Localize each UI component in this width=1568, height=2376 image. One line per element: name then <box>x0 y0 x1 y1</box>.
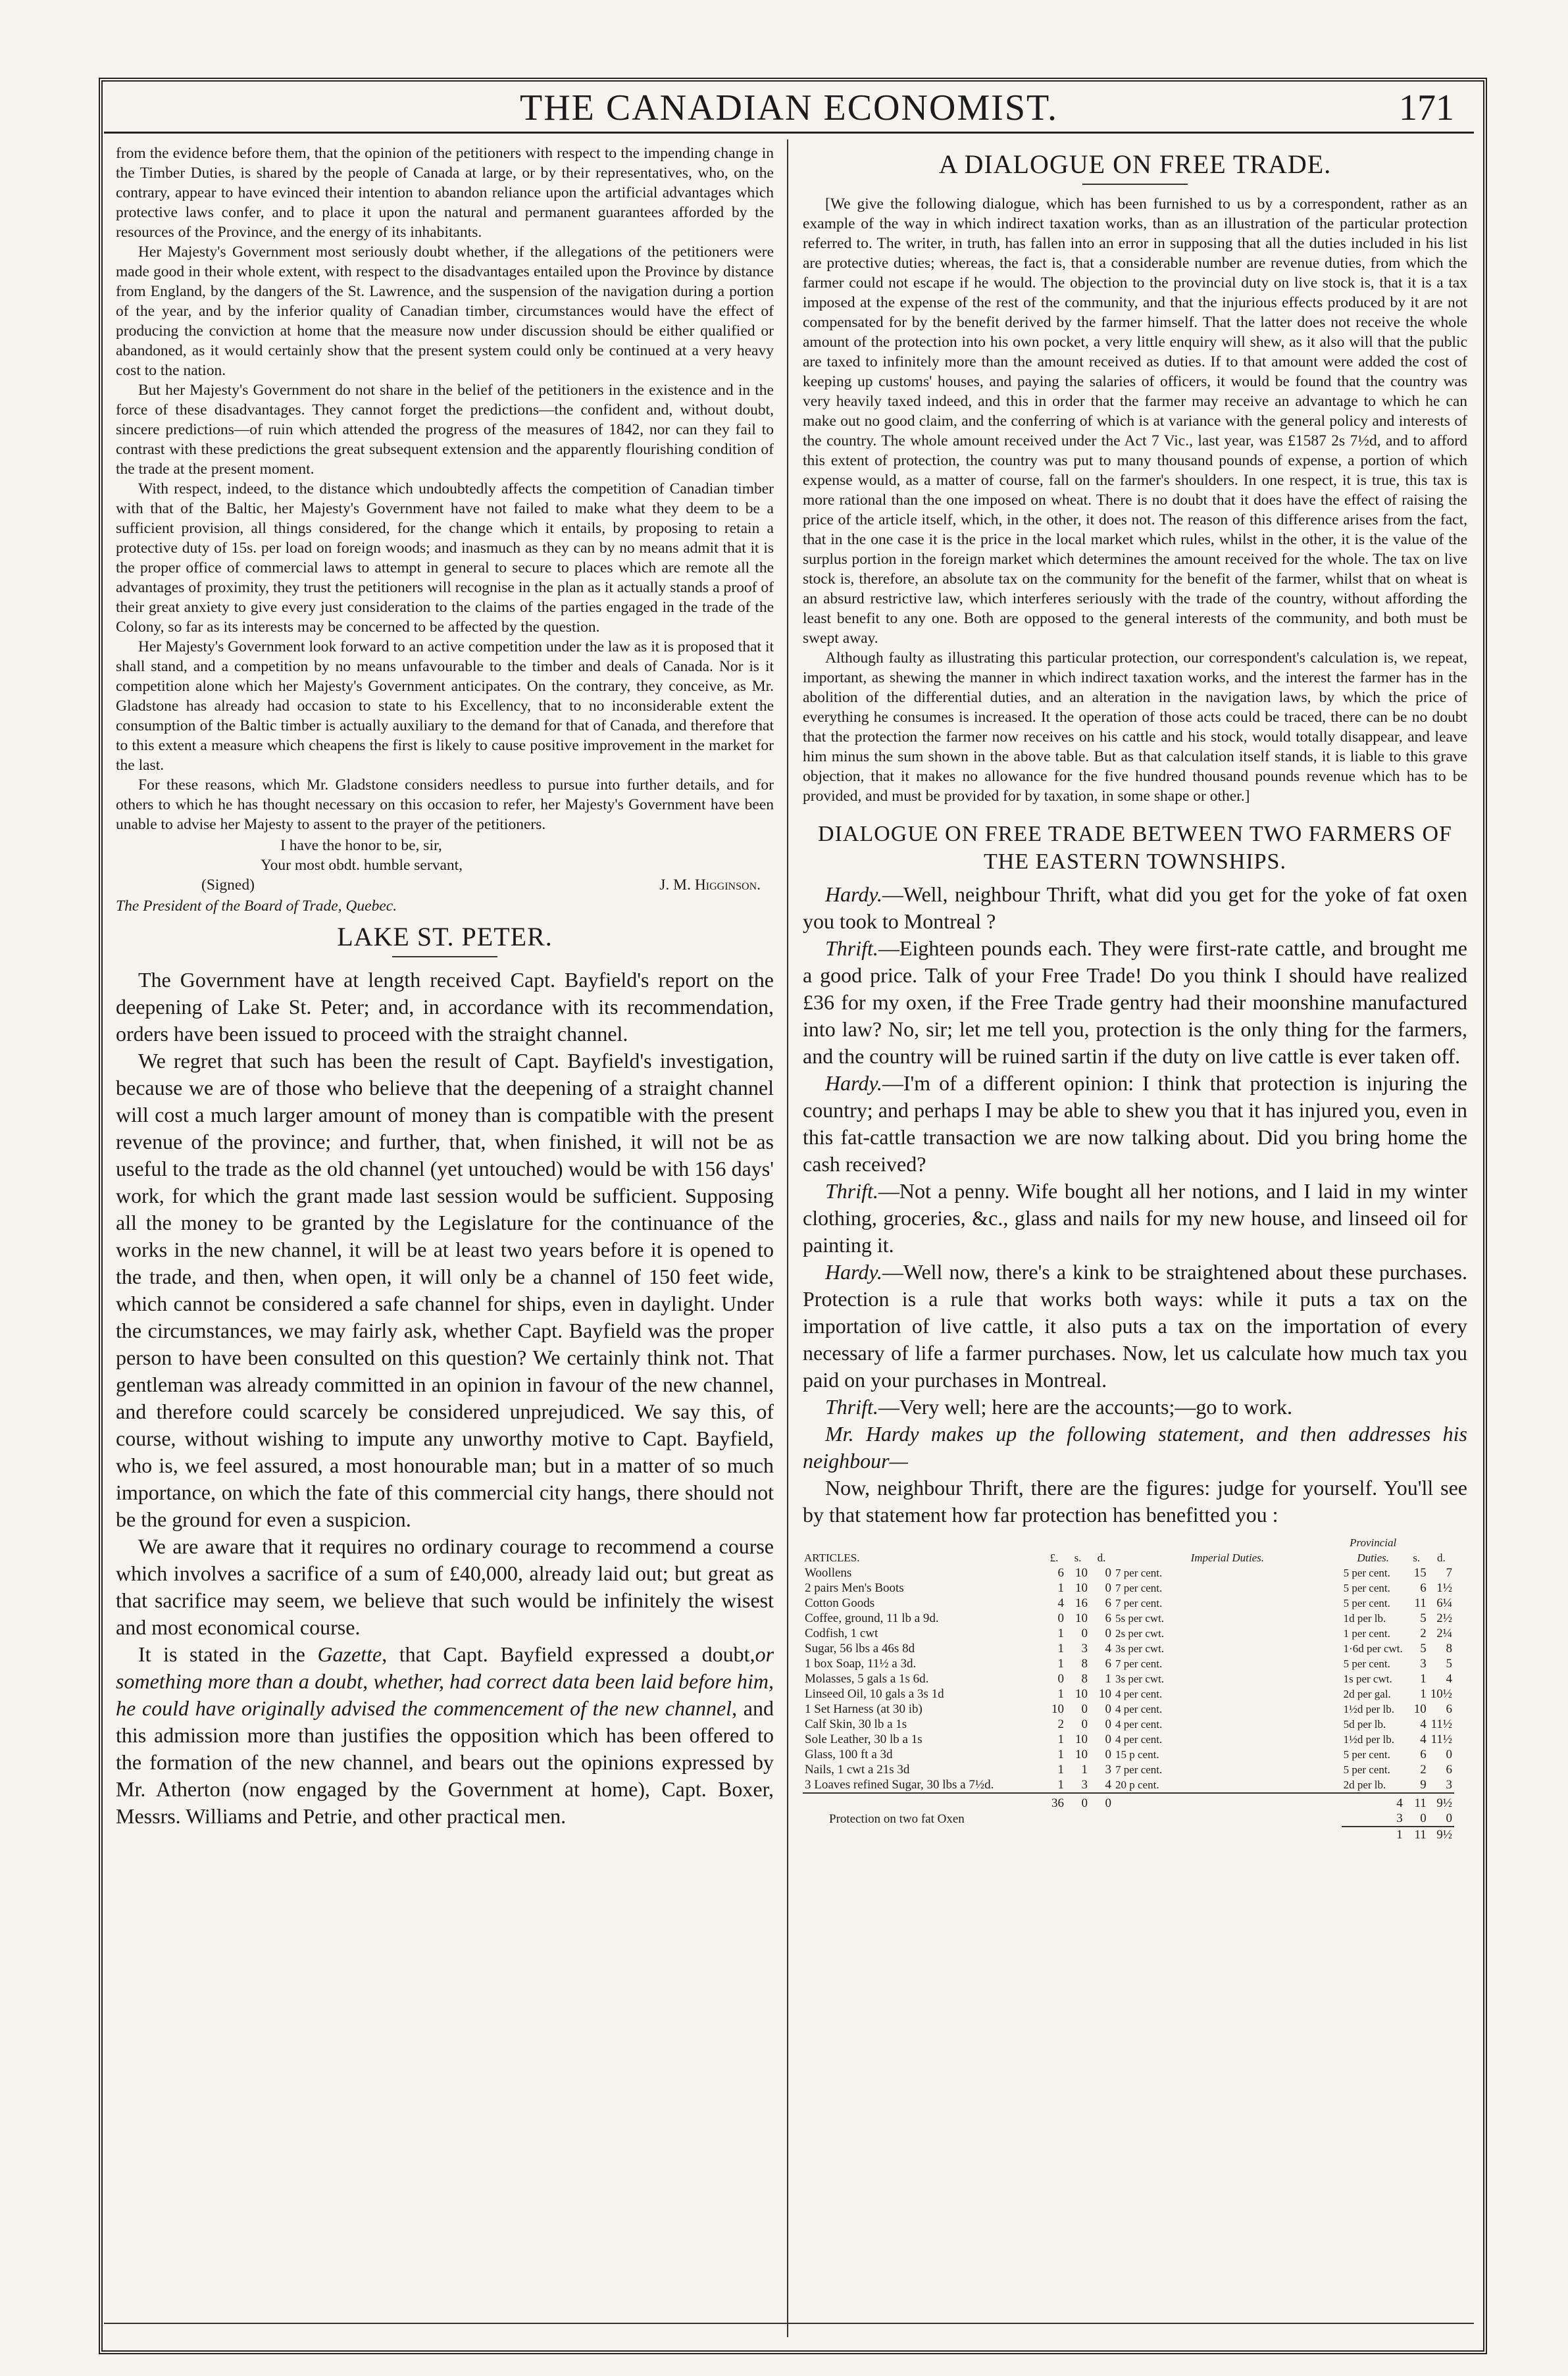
tax-pence: 11½ <box>1430 1732 1452 1746</box>
cost-shillings: 3 <box>1081 1642 1088 1656</box>
cost-pence: 0 <box>1105 1627 1111 1640</box>
tax-pence: 5 <box>1446 1657 1452 1671</box>
cost-pence: 0 <box>1105 1748 1111 1761</box>
sum-shillings: 0 <box>1066 1793 1090 1811</box>
running-head <box>104 84 1474 130</box>
article-name: Cotton Goods <box>805 1596 875 1610</box>
tax-shillings: 1 <box>1420 1687 1427 1701</box>
letter-paragraph: Her Majesty's Government most seriously doubt whether, if the allegations of the petitioners were made good in their whole extent, with respect to the disadvantages entailed upon the Province by distance from England, by the dangers of the St. Lawrence, and the suspension of the navigation during a portion of the year, and by the inferior quality of Canadian timber, circumstances would have the effect of producing the conviction at home that the measure now under discussion should be either qualified or abandoned, as it would certainly show that the present system could only be continued at a very heavy cost to the nation. <box>116 243 774 379</box>
cost-pence: 6 <box>1105 1611 1111 1625</box>
dialogue-line <box>803 1394 1467 1421</box>
cost-pence: 6 <box>1105 1596 1111 1610</box>
cost-pounds: 1 <box>1057 1778 1064 1792</box>
title-rule <box>1082 184 1188 185</box>
oxen-pence: 0 <box>1446 1811 1452 1825</box>
imperial-duty: 15 p cent. <box>1115 1748 1159 1761</box>
article-name: Linseed Oil, 10 gals a 3s 1d <box>805 1687 944 1701</box>
table-row <box>803 1656 1454 1671</box>
net-pence: 9½ <box>1429 1827 1454 1842</box>
page-number: 171 <box>1399 88 1454 128</box>
cost-pounds: 4 <box>1057 1596 1064 1610</box>
provincial-duty: 1s per cwt. <box>1343 1673 1392 1685</box>
article-name: Woollens <box>805 1566 852 1580</box>
lake-paragraph: We regret that such has been the result of Capt. Bayfield's investigation, because we are of those who believe that the deepening of a straight channel will cost a much larger amount of money than is compatible with the present revenue of the province; and further, that, when finished, it will not be as useful to the trade as the old channel (yet untouched) would be with 156 days' work, for which the grant made last session would be sufficient. Supposing all the money to be granted by the Legislature for the continuance of the works in the new channel, it will be at least two years before it is opened to the trade, and then, when open, it will only be a channel of 150 feet wide, which cannot be considered a safe channel for ships, even in daylight. Under the circumstances, we may fairly ask, whether Capt. Bayfield was the proper person to have been consulted on this question? We certainly think not. That gentleman was already committed in an opinion in favour of the new channel, and therefore could scarcely be considered unprejudiced. We say this, of course, without wishing to impute any unworthy motive to Capt. Bayfield, who is, we feel assured, a most honourable man; but in a matter of so much importance, on which the fate of this commercial city hangs, there should not be the ground for even a suspicion. <box>116 1049 774 1531</box>
imperial-duty: 20 p cent. <box>1115 1779 1159 1791</box>
letter-paragraph: With respect, indeed, to the distance which undoubtedly affects the competition of Canadian timber with that of the Baltic, her Majesty's Government have not failed to make what they deem to be a sufficient provision, all things considered, for the change which it entails, by proposing to retain a protective duty of 15s. per load on foreign woods; and inasmuch as they can by no means admit that it is the proper office of commercial laws to attempt in general to secure to places which are remote all the advantages of proximity, they trust the petitioners will recognise in the plan as it actually stands a proof of their great anxiety to give every just consideration to the claims of the parties engaged in the trade of the Colony, so far as its interests may be concerned to be affected by the question. <box>116 480 774 636</box>
dialogue-text: —Eighteen pounds each. They were first-rate cattle, and brought me a good price. Talk of your Free Trade! Do you think I should have realized £36 for my oxen, if the Free Trade gentry had their moonshine manufactured into law? No, sir; let me tell you, protection is the only thing for the farmers, and the country will be ruined sartin if the duty on live cattle is ever taken off. <box>803 936 1467 1068</box>
provincial-duty: 5 per cent. <box>1343 1582 1390 1594</box>
table-row <box>803 1626 1454 1641</box>
cost-shillings: 10 <box>1075 1611 1088 1625</box>
table-row <box>803 1777 1454 1793</box>
speaker-name: Hardy. <box>825 882 882 906</box>
cost-shillings: 3 <box>1081 1778 1088 1792</box>
dialogue-line <box>803 1259 1467 1394</box>
cost-pounds: 1 <box>1057 1732 1064 1746</box>
cost-shillings: 10 <box>1075 1748 1088 1761</box>
cost-pence: 4 <box>1105 1778 1111 1792</box>
sum-pence: 0 <box>1090 1793 1113 1811</box>
quoted-admission: or something more than a doubt, whether, had correct data been laid before him, he could have originally advised the commencement of the new channel <box>116 1642 774 1720</box>
cost-pounds: 2 <box>1057 1717 1064 1731</box>
sum-spacer <box>803 1793 1042 1811</box>
letter-paragraph: For these reasons, which Mr. Gladstone considers needless to pursue into further details, and for others to which he has thought necessary on this occasion to refer, her Majesty's Government have been unable to advise her Majesty to assent to the prayer of the petitioners. <box>116 776 774 833</box>
gazette-title: Gazette <box>317 1642 382 1666</box>
tax-shillings: 10 <box>1413 1702 1427 1716</box>
tax-shillings: 6 <box>1420 1581 1427 1595</box>
net-spacer <box>803 1827 1342 1842</box>
dialogue-line <box>803 881 1467 935</box>
provincial-duty: 1 per cent. <box>1343 1627 1390 1640</box>
col-header-provincial: Provincial Duties. <box>1350 1536 1397 1564</box>
dialogue-text: —Not a penny. Wife bought all her notions, and I laid in my winter clothing, groceries, &c., glass and nails for my new house, and linseed oil for painting it. <box>803 1179 1467 1257</box>
speaker-name: Hardy. <box>825 1260 882 1284</box>
column-rule <box>787 139 788 2337</box>
letter-paragraph: But her Majesty's Government do not share in the belief of the petitioners in the existence and in the force of these disadvantages. They cannot forget the predictions—the confident and, without doubt, sincere predictions—of ruin which attended the progress of the measures of 1842, nor can they fail to contrast with these predictions the great subsequent extension and the apparently flourishing condition of the trade at the present moment. <box>116 382 774 478</box>
col-header-articles: ARTICLES. <box>804 1552 860 1564</box>
provincial-duty: 1½d per lb. <box>1343 1733 1395 1746</box>
dialogue-text: —I'm of a different opinion: I think that protection is injuring the country; and perhaps I may be able to shew you that it has injured you, even in this fat-cattle transaction we are now talking about. Did you bring home the cash received? <box>803 1071 1467 1176</box>
oxen-protection-label: Protection on two fat Oxen <box>829 1811 965 1826</box>
letter-paragraph: Her Majesty's Government look forward to an active competition under the law as it is proposed that it shall stand, and a competition by no means unfavourable to the timber and deals of Canada. Nor is it competition alone which her Majesty's Government anticipates. On the contrary, they conceive, as Mr. Gladstone has already had occasion to state to his Excellency, that to no inconsiderable extent the consumption of the Baltic timber is actually auxiliary to the demand for that of Canada, and therefore that to this extent a measure which cheapens the first is likely to cause positive improvement in the market for the last. <box>116 638 774 774</box>
text-run: It is stated in the <box>138 1642 318 1666</box>
tax-shillings: 5 <box>1420 1642 1427 1656</box>
imperial-duty: 7 per cent. <box>1115 1597 1163 1609</box>
col-header-imperial: Imperial Duties. <box>1190 1552 1264 1564</box>
tax-shillings: 2 <box>1420 1627 1427 1640</box>
dialogue-line <box>803 935 1467 1070</box>
cost-pounds: 1 <box>1057 1687 1064 1701</box>
tax-shillings: 3 <box>1420 1657 1427 1671</box>
imperial-duty: 4 per cent. <box>1115 1688 1163 1700</box>
tax-shillings: 9 <box>1420 1778 1427 1792</box>
tax-pence: 7 <box>1446 1566 1452 1580</box>
net-loss-row <box>803 1827 1454 1842</box>
table-row <box>803 1565 1454 1580</box>
table-row <box>803 1717 1454 1732</box>
sum-spacer <box>1113 1793 1342 1811</box>
article-name: Coffee, ground, 11 lb a 9d. <box>805 1611 939 1625</box>
table-row <box>803 1732 1454 1747</box>
article-name: Nails, 1 cwt a 21s 3d <box>805 1763 910 1777</box>
cost-pounds: 0 <box>1057 1672 1064 1686</box>
tax-pence: 0 <box>1446 1748 1452 1761</box>
masthead: THE CANADIAN ECONOMIST. <box>519 88 1059 128</box>
tax-pence: 6¼ <box>1436 1596 1452 1610</box>
signatory-name: J. M. Higginson. <box>659 876 761 894</box>
tax-shillings: 2 <box>1420 1763 1427 1777</box>
imperial-duty: 3s per cwt. <box>1115 1673 1165 1685</box>
imperial-duty: 3s per cwt. <box>1115 1642 1165 1655</box>
article-name: Sole Leather, 30 lb a 1s <box>805 1732 923 1746</box>
tax-pence: 3 <box>1446 1778 1452 1792</box>
provincial-duty: 5 per cent. <box>1343 1597 1390 1609</box>
imperial-duty: 7 per cent. <box>1115 1763 1163 1776</box>
letter-paragraph: from the evidence before them, that the opinion of the petitioners with respect to the impending change in the Timber Duties, is shared by the people of Canada at large, or by their representatives, who, on the contrary, appear to have evinced their intention to abandon reliance upon the artificial advantages which protective laws confer, and to place it upon the natural and permanent guarantees afforded by the resources of the Province, and the energy of its inhabitants. <box>116 145 774 241</box>
title-rule <box>392 956 497 957</box>
bottom-rule <box>104 2323 1474 2324</box>
table-row <box>803 1641 1454 1656</box>
left-column <box>116 143 774 2315</box>
article-name: Codfish, 1 cwt <box>805 1627 878 1640</box>
cost-pounds: 1 <box>1057 1748 1064 1761</box>
header-rule <box>104 132 1474 134</box>
cost-pounds: 1 <box>1057 1581 1064 1595</box>
provincial-duty: 1d per lb. <box>1343 1612 1386 1625</box>
cost-pounds: 1 <box>1057 1657 1064 1671</box>
cost-pence: 1 <box>1105 1672 1111 1686</box>
tax-pence: 11½ <box>1430 1717 1452 1731</box>
signature-row <box>116 875 774 895</box>
oxen-shillings: 0 <box>1420 1811 1427 1825</box>
tax-shillings: 1 <box>1420 1672 1427 1686</box>
imperial-duty: 7 per cent. <box>1115 1657 1163 1670</box>
letter-signoff <box>116 836 774 916</box>
editor-note-paragraph: Although faulty as illustrating this particular protection, our correspondent's calculation is, we repeat, important, as shewing the manner in which indirect taxation works, and the interest the farmer has in the abolition of the differential duties, and an alteration in the navigation laws, by which the price of everything he consumes is increased. It the operation of those acts could be traced, there can be no doubt that the protection the farmer now receives on his cattle and his stock, would totally disappear, and leave him minus the sum shown in the above table. But as that calculation itself stands, it is liable to this grave objection, that it makes no allowance for the five hundred thousand pounds revenue which has to be provided, and must be provided for by taxation, in some shape or other.] <box>803 649 1467 805</box>
article-name: Sugar, 56 lbs a 46s 8d <box>805 1642 915 1656</box>
imperial-duty: 2s per cwt. <box>1115 1627 1165 1640</box>
cost-shillings: 0 <box>1081 1717 1088 1731</box>
tax-pence: 6 <box>1446 1702 1452 1716</box>
cost-shillings: 8 <box>1081 1657 1088 1671</box>
accounts-table <box>803 1535 1454 1842</box>
cost-pounds: 6 <box>1057 1566 1064 1580</box>
dialogue-text: —Very well; here are the accounts;—go to work. <box>878 1395 1293 1419</box>
tax-pence: 2½ <box>1436 1611 1452 1625</box>
table-row <box>803 1580 1454 1596</box>
article-name: Calf Skin, 30 lb a 1s <box>805 1717 907 1731</box>
provincial-duty: 1½d per lb. <box>1343 1703 1395 1715</box>
imperial-duty: 5s per cwt. <box>1115 1612 1165 1625</box>
dialogue-text: —Well, neighbour Thrift, what did you get for the yoke of fat oxen you took to Montreal ? <box>803 882 1467 933</box>
tax-pence: 8 <box>1446 1642 1452 1656</box>
tax-pence: 4 <box>1446 1672 1452 1686</box>
right-column <box>803 143 1467 2315</box>
article-name: Glass, 100 ft a 3d <box>805 1748 893 1761</box>
text-run: , and this admission more than justifies the opposition which has been offered to the formation of the new channel, and bears out the opinions expressed by Mr. Atherton (now engaged by the Government at home), Capt. Boxer, Messrs. Williams and Petrie, and other practical men. <box>116 1696 774 1828</box>
article-name: 3 Loaves refined Sugar, 30 lbs a 7½d. <box>805 1778 994 1792</box>
table-row <box>803 1762 1454 1777</box>
cost-shillings: 16 <box>1075 1596 1088 1610</box>
lake-st-peter-title: LAKE ST. PETER. <box>337 922 553 951</box>
tax-total-pence: 9½ <box>1429 1793 1454 1811</box>
article-name: 1 Set Harness (at 30 ib) <box>805 1702 923 1716</box>
net-pounds: 1 <box>1342 1827 1405 1842</box>
addressee: The President of the Board of Trade, Quebec. <box>116 897 397 915</box>
article-name: 1 box Soap, 11½ a 3d. <box>805 1657 917 1671</box>
tax-shillings: 4 <box>1420 1732 1427 1746</box>
lake-article-body <box>116 967 774 1830</box>
lake-paragraph: The Government have at length received Capt. Bayfield's report on the deepening of Lake St. Peter; and, in accordance with its recommendation, orders have been issued to proceed with the straight channel. <box>116 968 774 1046</box>
cost-pounds: 1 <box>1057 1763 1064 1777</box>
provincial-duty: 1·6d per cwt. <box>1343 1642 1403 1655</box>
imperial-duty: 4 per cent. <box>1115 1703 1163 1715</box>
col-header-shillings: s. <box>1074 1552 1082 1564</box>
provincial-duty: 5 per cent. <box>1343 1567 1390 1579</box>
cost-shillings: 0 <box>1081 1627 1088 1640</box>
provincial-duty: 5d per lb. <box>1343 1718 1386 1731</box>
imperial-duty: 4 per cent. <box>1115 1718 1163 1731</box>
speaker-name: Thrift. <box>825 1179 878 1203</box>
accounts-table-body <box>803 1565 1454 1842</box>
cost-pence: 0 <box>1105 1702 1111 1716</box>
table-row <box>803 1596 1454 1611</box>
cost-shillings: 10 <box>1075 1732 1088 1746</box>
speaker-name: Thrift. <box>825 936 878 960</box>
cost-shillings: 0 <box>1081 1702 1088 1716</box>
tax-shillings: 6 <box>1420 1748 1427 1761</box>
tax-pence: 2¼ <box>1436 1627 1452 1640</box>
table-sum-row <box>803 1793 1454 1811</box>
tax-shillings: 11 <box>1414 1596 1427 1610</box>
article-name: 2 pairs Men's Boots <box>805 1581 904 1595</box>
closing-line: Now, neighbour Thrift, there are the figures: judge for yourself. You'll see by that statement how far protection has benefitted you : <box>803 1476 1467 1527</box>
signed-label: (Signed) <box>201 876 255 894</box>
dialogue-line <box>803 1070 1467 1178</box>
cost-pence: 0 <box>1105 1732 1111 1746</box>
text-run: , that Capt. Bayfield expressed a doubt, <box>382 1642 755 1666</box>
speaker-name: Thrift. <box>825 1395 878 1419</box>
tax-shillings: 4 <box>1420 1717 1427 1731</box>
provincial-duty: 2d per lb. <box>1343 1779 1386 1791</box>
table-row <box>803 1686 1454 1702</box>
cost-pence: 0 <box>1105 1717 1111 1731</box>
tax-shillings: 15 <box>1413 1566 1427 1580</box>
cost-pounds: 1 <box>1057 1642 1064 1656</box>
col-header-pounds: £. <box>1050 1552 1059 1564</box>
table-row <box>803 1702 1454 1717</box>
sum-pounds: 36 <box>1042 1793 1066 1811</box>
cost-shillings: 10 <box>1075 1581 1088 1595</box>
provincial-duty: 5 per cent. <box>1343 1763 1390 1776</box>
signoff-line: Your most obdt. humble servant, <box>261 857 463 874</box>
editor-note-paragraph: [We give the following dialogue, which has been furnished to us by a correspondent, rather as an example of the way in which indirect taxation works, than as an illustration of the particular protection referred to. The writer, in truth, has fallen into an error in supposing that all the duties included in his list are protective duties; whereas, the fact is, that a considerable number are revenue duties, from which the farmer could not escape if he would. The objection to the provincial duty on live stock is, that it is a tax imposed at the expense of the rest of the community, and that the injurious effects produced by it are not compensated for by the benefit derived by the farmer himself. That the latter does not receive the whole amount of the protection into his own pocket, a very little enquiry will shew, as it also will that the public are taxed to infinitely more than the amount received as duties. If to that amount were added the cost of keeping up customs' houses, and paying the salaries of officers, it would be found that the country was very heavily taxed indeed, and this in order that the farmer may receive an advantage to which he can make out no good claim, and the conferring of which is at variance with the general policy and interests of the country. The whole amount received under the Act 7 Vic., last year, was £1587 2s 7½d, and to afford this extent of protection, the country was put to many thousand pounds of expense, a portion of which expense would, as a matter of course, fall on the farmer's shoulders. In one respect, it is true, this tax is more rational than the one imposed on wheat. There is no doubt that it does have the effect of raising the price of the article itself, which, in the other, it does not. The reason of this difference arises from the fact, that in the one case it is the price in the local market which rules, whilst in the other, it is the value of the surplus portion in the foreign market which determines the amount received for the whole. The tax on live stock is, therefore, an absolute tax on the community for the benefit of the farmer, whilst that on wheat is an absurd restrictive law, which interferes seriously with the trade of the country, without affording the least benefit to any one. Both are opposed to the general interests of the community, and both must be swept away. <box>803 195 1467 647</box>
imperial-duty: 7 per cent. <box>1115 1582 1163 1594</box>
cost-pounds: 0 <box>1057 1611 1064 1625</box>
tax-total-shillings: 11 <box>1405 1793 1429 1811</box>
cost-pence: 10 <box>1099 1687 1111 1701</box>
cost-pence: 3 <box>1105 1763 1111 1777</box>
oxen-pounds: 3 <box>1396 1811 1403 1825</box>
dialogue-line <box>803 1178 1467 1259</box>
signoff-line: I have the honor to be, sir, <box>280 837 442 854</box>
lake-paragraph: We are aware that it requires no ordinary courage to recommend a course which involves a sacrifice of a sum of £40,000, already laid out; but great as that sacrifice may seem, we believe that such would be infinitely the wisest and most economical course. <box>116 1534 774 1639</box>
imperial-duty: 4 per cent. <box>1115 1733 1163 1746</box>
tax-total-pounds: 4 <box>1342 1793 1405 1811</box>
provincial-duty: 5 per cent. <box>1343 1657 1390 1670</box>
cost-pounds: 1 <box>1057 1627 1064 1640</box>
col-header-pence: d. <box>1097 1552 1106 1564</box>
table-row <box>803 1747 1454 1762</box>
cost-shillings: 1 <box>1081 1763 1088 1777</box>
cost-pence: 0 <box>1105 1581 1111 1595</box>
cost-shillings: 10 <box>1075 1566 1088 1580</box>
farmers-dialogue-body <box>803 881 1467 1529</box>
editor-note <box>803 194 1467 806</box>
col-header-total-shillings: s. <box>1413 1552 1421 1564</box>
tax-pence: 10½ <box>1430 1687 1452 1701</box>
cost-shillings: 10 <box>1075 1687 1088 1701</box>
table-header-row <box>803 1535 1454 1565</box>
lake-paragraph <box>116 1641 774 1830</box>
provincial-duty: 5 per cent. <box>1343 1748 1390 1761</box>
dialogue-title: A DIALOGUE ON FREE TRADE. <box>938 149 1332 179</box>
tax-pence: 6 <box>1446 1763 1452 1777</box>
net-shillings: 11 <box>1405 1827 1429 1842</box>
imperial-duty: 7 per cent. <box>1115 1567 1163 1579</box>
col-header-total-pence: d. <box>1437 1552 1446 1564</box>
tax-shillings: 5 <box>1420 1611 1427 1625</box>
cost-shillings: 8 <box>1081 1672 1088 1686</box>
speaker-name: Hardy. <box>825 1071 882 1095</box>
table-row <box>803 1671 1454 1686</box>
cost-pence: 6 <box>1105 1657 1111 1671</box>
stage-direction: Mr. Hardy makes up the following statement, and then addresses his neighbour— <box>803 1422 1467 1473</box>
table-row <box>803 1611 1454 1626</box>
tax-pence: 1½ <box>1436 1581 1452 1595</box>
cost-pence: 0 <box>1105 1566 1111 1580</box>
provincial-duty: 2d per gal. <box>1343 1688 1391 1700</box>
oxen-protection-row <box>803 1811 1454 1827</box>
cost-pounds: 10 <box>1051 1702 1064 1716</box>
dialogue-text: —Well now, there's a kink to be straightened about these purchases. Protection is a rule that works both ways: while it puts a tax on the importation of live cattle, it also puts a tax on the importation of every necessary of life a farmer purchases. Now, let us calculate how much tax you paid on your purchases in Montreal. <box>803 1260 1467 1392</box>
farmers-dialogue-title: DIALOGUE ON FREE TRADE BETWEEN TWO FARMERS OF THE EASTERN TOWNSHIPS. <box>818 822 1452 874</box>
cost-pence: 4 <box>1105 1642 1111 1656</box>
article-name: Molasses, 5 gals a 1s 6d. <box>805 1672 929 1686</box>
letter-body <box>116 143 774 916</box>
